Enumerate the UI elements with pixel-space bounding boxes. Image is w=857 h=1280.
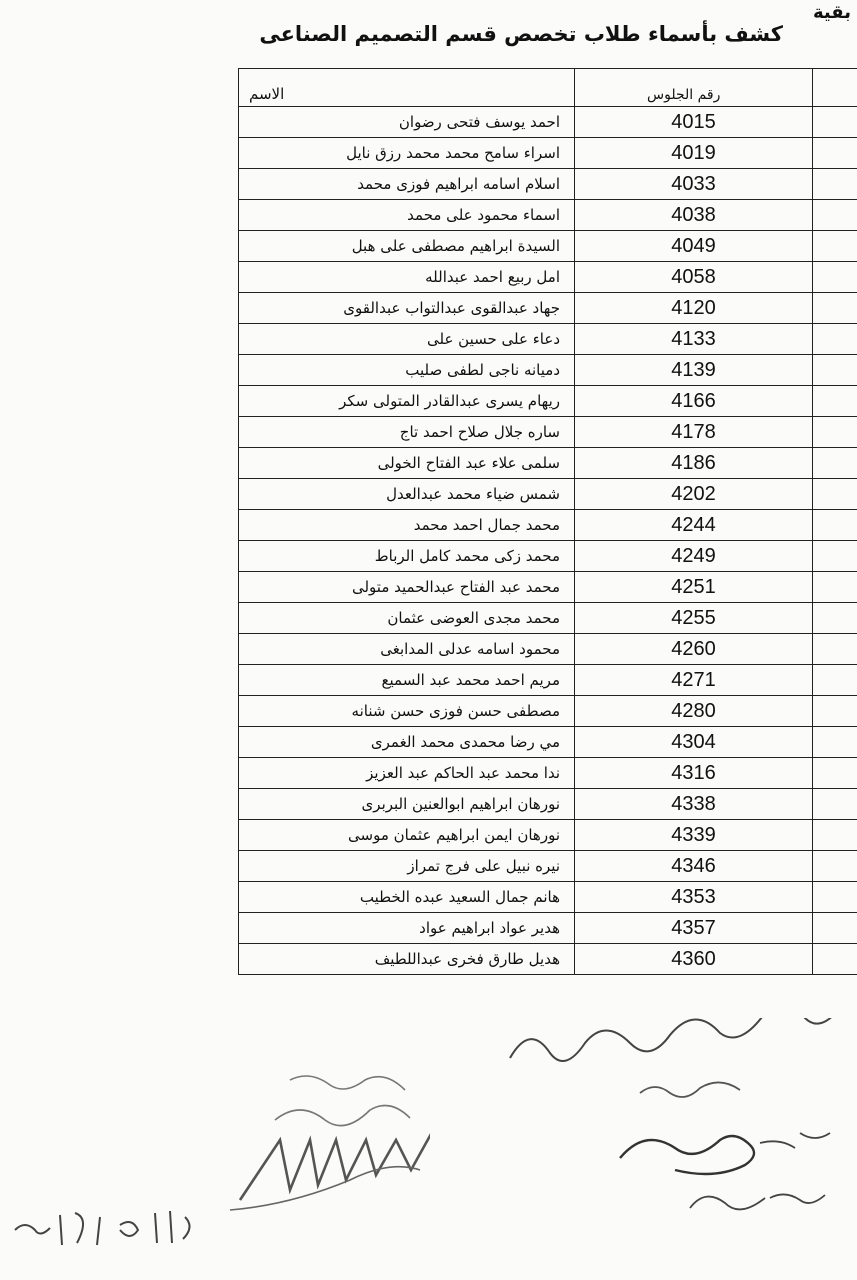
table-row (239, 882, 857, 913)
blank-cell (813, 107, 857, 138)
seat-number-cell: 4280 (575, 696, 813, 727)
seat-number-cell: 4186 (575, 448, 813, 479)
table-row (239, 200, 857, 231)
table-row (239, 913, 857, 944)
student-name-cell: ريهام يسرى عبدالقادر المتولى سكر (239, 386, 575, 417)
blank-cell (813, 727, 857, 758)
student-name-cell: محمد جمال احمد محمد (239, 510, 575, 541)
student-name-cell: هدير عواد ابراهيم عواد (239, 913, 575, 944)
student-name-cell: امل ربيع احمد عبدالله (239, 262, 575, 293)
seat-number-cell: 4139 (575, 355, 813, 386)
blank-cell (813, 634, 857, 665)
student-name-cell: سلمى علاء عبد الفتاح الخولى (239, 448, 575, 479)
blank-cell (813, 417, 857, 448)
seat-number-cell: 4357 (575, 913, 813, 944)
seat-number-cell: 4338 (575, 789, 813, 820)
table-row (239, 107, 857, 138)
seat-number-cell: 4251 (575, 572, 813, 603)
seat-number-cell: 4133 (575, 324, 813, 355)
table-row (239, 944, 857, 975)
table-row (239, 603, 857, 634)
table-row (239, 262, 857, 293)
blank-cell (813, 324, 857, 355)
student-name-cell: محمد مجدى العوضى عثمان (239, 603, 575, 634)
student-name-cell: محمد زكى محمد كامل الرباط (239, 541, 575, 572)
blank-cell (813, 510, 857, 541)
table-row (239, 665, 857, 696)
student-name-cell: جهاد عبدالقوى عبدالتواب عبدالقوى (239, 293, 575, 324)
header-name: الاسم (239, 69, 575, 107)
table-row (239, 169, 857, 200)
student-name-cell: نيره نبيل على فرج تمراز (239, 851, 575, 882)
student-name-cell: دعاء على حسين على (239, 324, 575, 355)
blank-cell (813, 572, 857, 603)
blank-cell (813, 479, 857, 510)
blank-cell (813, 293, 857, 324)
blank-cell (813, 603, 857, 634)
blank-cell (813, 262, 857, 293)
student-name-cell: نورهان ايمن ابراهيم عثمان موسى (239, 820, 575, 851)
date-handwriting-block (10, 1205, 210, 1255)
table-row (239, 541, 857, 572)
table-row (239, 789, 857, 820)
blank-cell (813, 944, 857, 975)
blank-cell (813, 448, 857, 479)
table-row (239, 820, 857, 851)
table-row (239, 758, 857, 789)
committee-handwriting-strokes (500, 1018, 850, 1248)
student-name-cell: ساره جلال صلاح احمد تاج (239, 417, 575, 448)
student-name-cell: اسلام اسامه ابراهيم فوزى محمد (239, 169, 575, 200)
table-row (239, 293, 857, 324)
seat-number-cell: 4038 (575, 200, 813, 231)
table-row (239, 448, 857, 479)
student-name-cell: مي رضا محمدى محمد الغمرى (239, 727, 575, 758)
committee-signature-block (500, 1018, 850, 1248)
table-row (239, 324, 857, 355)
seat-number-cell: 4166 (575, 386, 813, 417)
blank-cell (813, 820, 857, 851)
blank-cell (813, 758, 857, 789)
table-row (239, 696, 857, 727)
seat-number-cell: 4019 (575, 138, 813, 169)
page-title: كشف بأسماء طلاب تخصص قسم التصميم الصناعى (259, 22, 783, 46)
dean-signature-block (200, 1060, 430, 1230)
table-row (239, 355, 857, 386)
student-name-cell: مصطفى حسن فوزى حسن شنانه (239, 696, 575, 727)
blank-cell (813, 665, 857, 696)
student-name-cell: هديل طارق فخرى عبداللطيف (239, 944, 575, 975)
blank-cell (813, 386, 857, 417)
student-name-cell: السيدة ابراهيم مصطفى على هبل (239, 231, 575, 262)
student-name-cell: دميانه ناجى لطفى صليب (239, 355, 575, 386)
student-name-cell: هانم جمال السعيد عبده الخطيب (239, 882, 575, 913)
table-row (239, 417, 857, 448)
seat-number-cell: 4120 (575, 293, 813, 324)
seat-number-cell: 4339 (575, 820, 813, 851)
dean-handwriting-strokes (200, 1060, 430, 1230)
students-table (238, 68, 857, 975)
student-name-cell: اسراء سامح محمد محمد رزق نايل (239, 138, 575, 169)
seat-number-cell: 4058 (575, 262, 813, 293)
seat-number-cell: 4249 (575, 541, 813, 572)
corner-label: بقية (813, 2, 851, 23)
student-name-cell: اسماء محمود على محمد (239, 200, 575, 231)
student-name-cell: محمود اسامه عدلى المدابغى (239, 634, 575, 665)
seat-number-cell: 4244 (575, 510, 813, 541)
student-name-cell: احمد يوسف فتحى رضوان (239, 107, 575, 138)
blank-cell (813, 138, 857, 169)
table-row (239, 479, 857, 510)
blank-cell (813, 541, 857, 572)
table-row (239, 572, 857, 603)
seat-number-cell: 4202 (575, 479, 813, 510)
student-name-cell: نورهان ابراهيم ابوالعنين البربرى (239, 789, 575, 820)
header-seat-number: رقم الجلوس (575, 69, 813, 107)
student-name-cell: ندا محمد عبد الحاكم عبد العزيز (239, 758, 575, 789)
table-row (239, 231, 857, 262)
table-row (239, 727, 857, 758)
student-name-cell: مريم احمد محمد عبد السميع (239, 665, 575, 696)
seat-number-cell: 4304 (575, 727, 813, 758)
table-body (239, 107, 857, 975)
seat-number-cell: 4346 (575, 851, 813, 882)
student-name-cell: شمس ضياء محمد عبدالعدل (239, 479, 575, 510)
blank-cell (813, 355, 857, 386)
table-row (239, 386, 857, 417)
blank-cell (813, 789, 857, 820)
seat-number-cell: 4033 (575, 169, 813, 200)
header-blank-cell (813, 69, 857, 107)
blank-cell (813, 882, 857, 913)
blank-cell (813, 851, 857, 882)
table-row (239, 851, 857, 882)
students-table-container (238, 68, 857, 975)
date-handwriting-strokes (10, 1205, 210, 1255)
seat-number-cell: 4360 (575, 944, 813, 975)
table-header-row (239, 69, 857, 107)
seat-number-cell: 4260 (575, 634, 813, 665)
table-row (239, 138, 857, 169)
seat-number-cell: 4316 (575, 758, 813, 789)
seat-number-cell: 4178 (575, 417, 813, 448)
blank-cell (813, 696, 857, 727)
blank-cell (813, 231, 857, 262)
seat-number-cell: 4255 (575, 603, 813, 634)
seat-number-cell: 4015 (575, 107, 813, 138)
table-row (239, 510, 857, 541)
table-row (239, 634, 857, 665)
seat-number-cell: 4271 (575, 665, 813, 696)
blank-cell (813, 200, 857, 231)
seat-number-cell: 4049 (575, 231, 813, 262)
seat-number-cell: 4353 (575, 882, 813, 913)
student-name-cell: محمد عبد الفتاح عبدالحميد متولى (239, 572, 575, 603)
blank-cell (813, 169, 857, 200)
blank-cell (813, 913, 857, 944)
